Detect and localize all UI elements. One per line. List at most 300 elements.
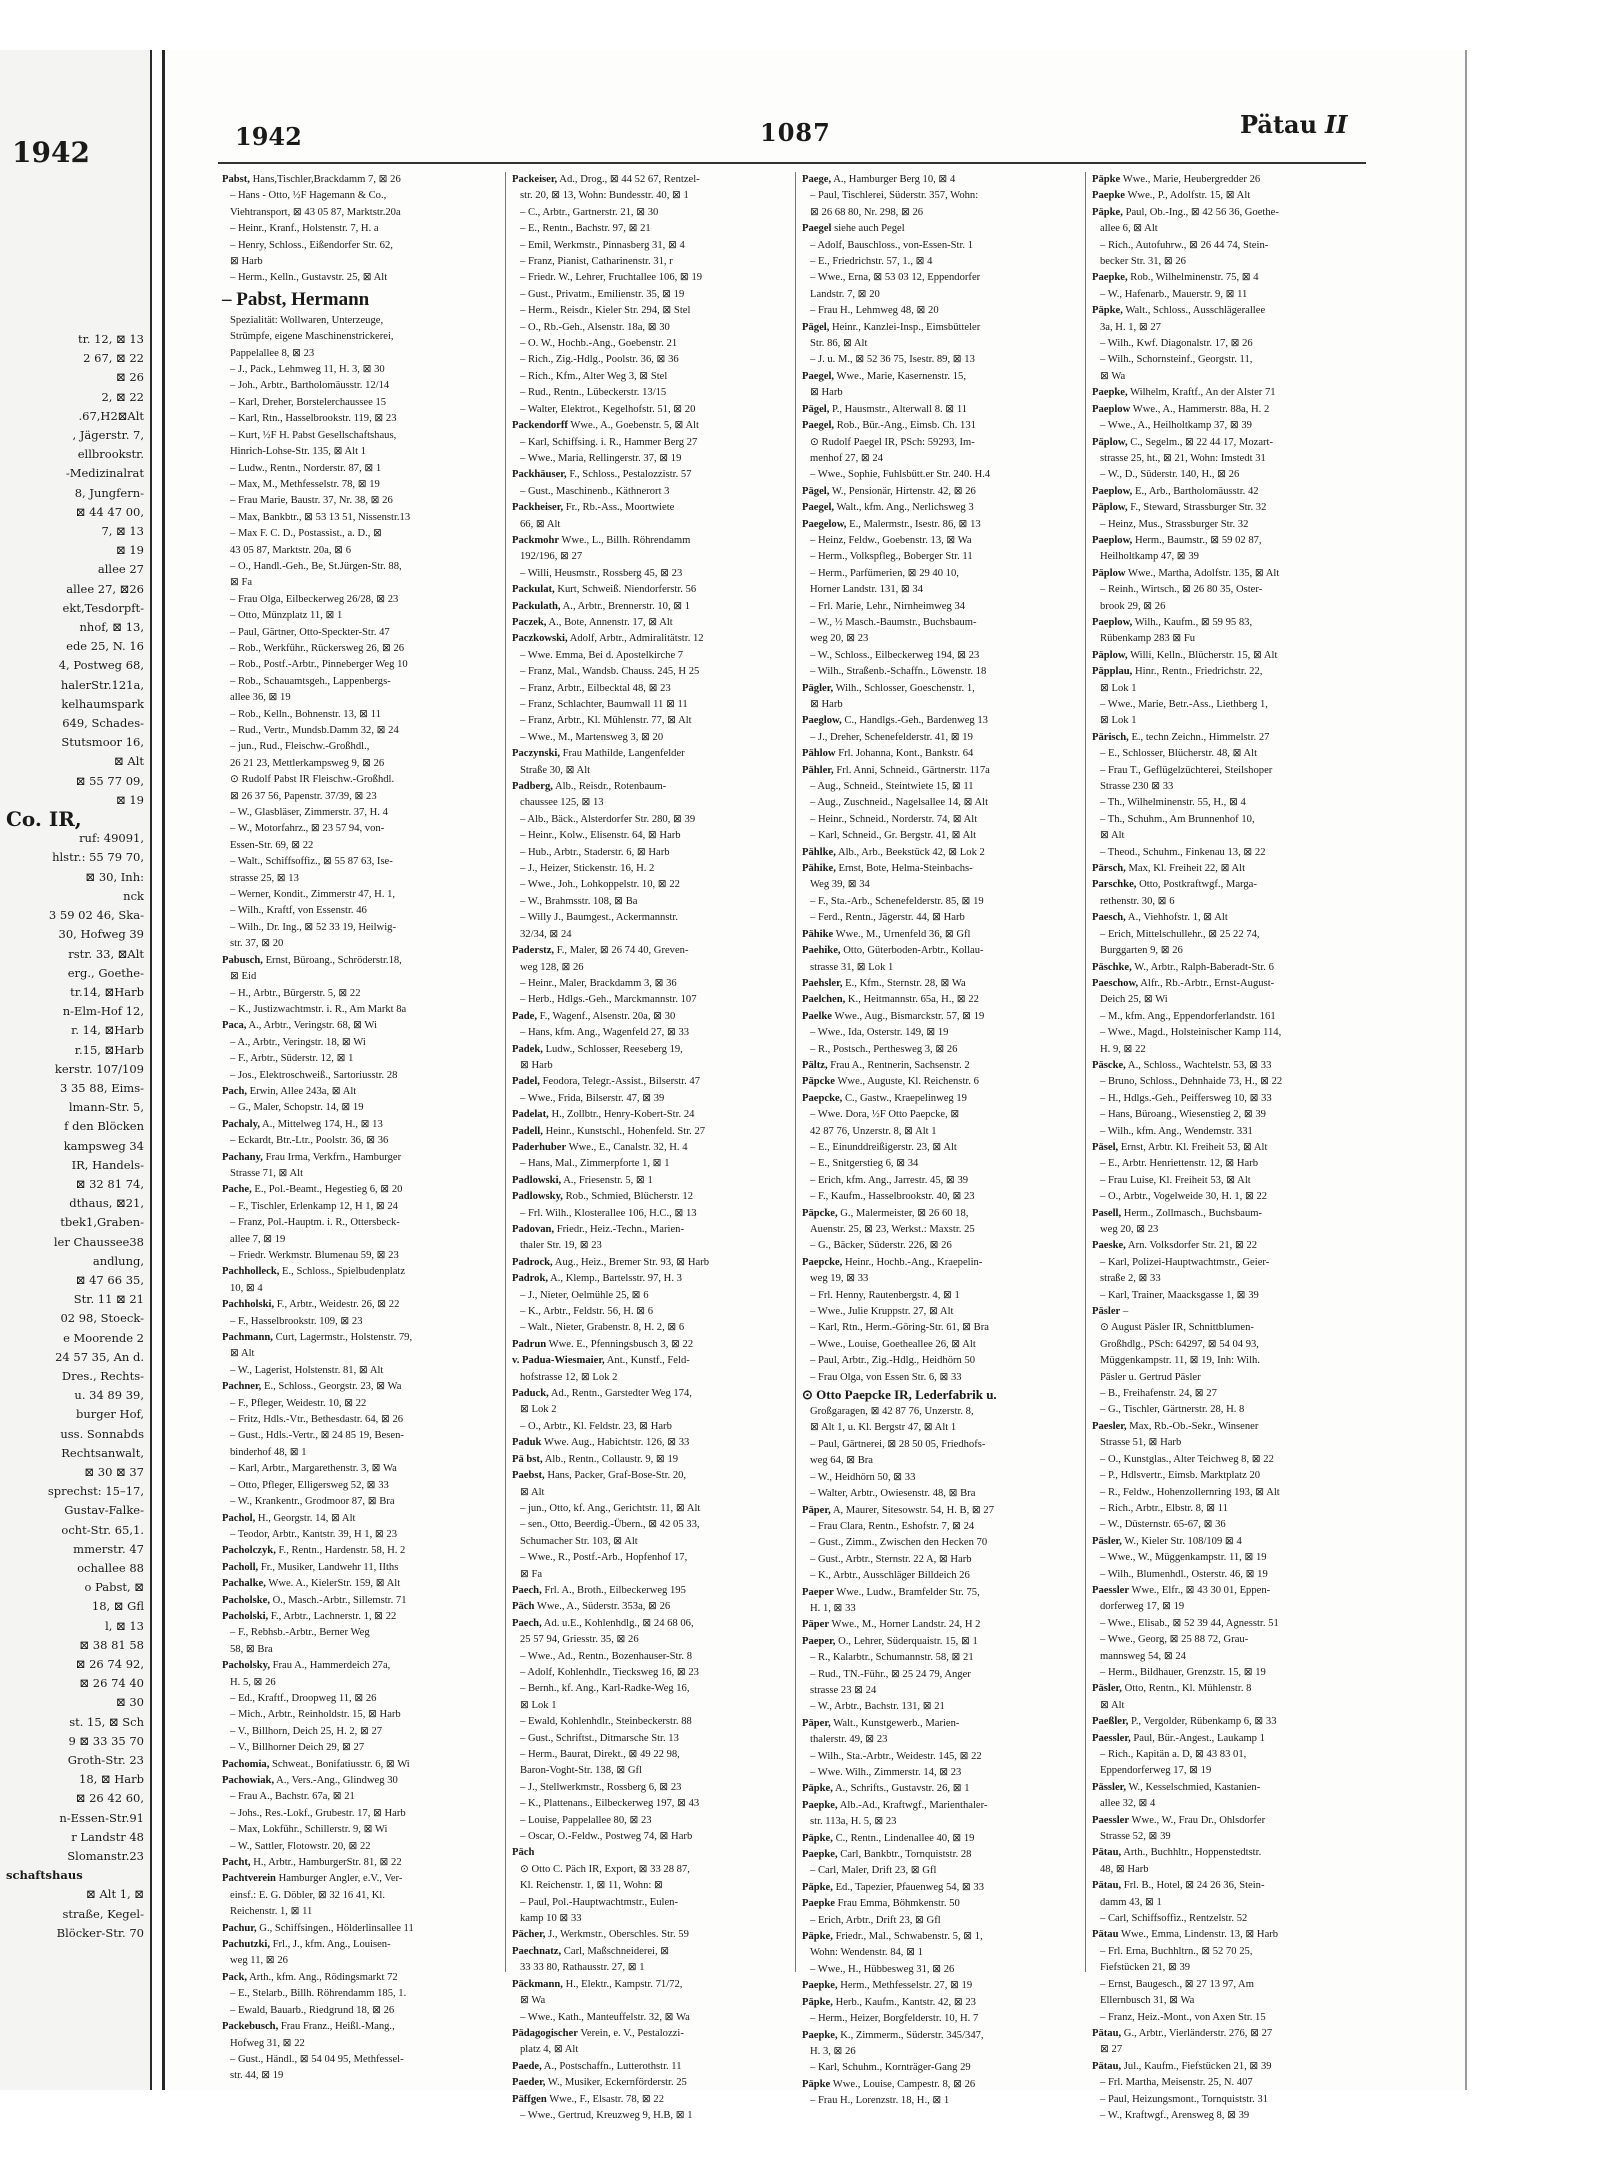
entry-text: Herb., Kaufm., Kantstr. 42, ⊠ 23 [835, 1996, 976, 2008]
entry-text: Walt., Schloss., Ausschlägerallee [1125, 305, 1266, 317]
entry-surname: Pägler, [802, 682, 834, 694]
directory-entry [222, 1691, 484, 1707]
entry-surname: Päsler, [1092, 1535, 1122, 1547]
entry-surname: Päckmann, [512, 1978, 563, 1990]
previous-page-line: 3 35 88, Eims- [60, 1080, 144, 1095]
entry-text: Wwe., Ludw., Bramfelder Str. 75, [836, 1586, 980, 1598]
entry-surname: Pärsch, [1092, 863, 1126, 875]
entry-surname: Pächer, [512, 1929, 546, 1941]
directory-entry [222, 1855, 484, 1871]
entry-text: – H., Hdlgs.-Geh., Peiffersweg 10, ⊠ 33 [1100, 1092, 1272, 1104]
entry-surname: Padovan, [512, 1224, 555, 1235]
entry-surname: Pacholl, [222, 1561, 259, 1573]
entry-text: – Franz, Heiz.-Mont., von Axen Str. 15 [1100, 2011, 1266, 2023]
directory-entry [1092, 648, 1354, 664]
directory-entry [1092, 1599, 1354, 1615]
directory-entry [1092, 1927, 1354, 1943]
entry-text: J., Werkmstr., Oberschles. Str. 59 [548, 1929, 689, 1941]
directory-entry [802, 352, 1064, 368]
entry-text: Feodora, Telegr.-Assist., Bilserstr. 47 [542, 1076, 700, 1088]
entry-text: – Wwe., Georg, ⊠ 25 88 72, Grau- [1100, 1634, 1249, 1646]
entry-text: A., Arbtr., Brennerstr. 10, ⊠ 1 [562, 600, 691, 612]
entry-surname: Pägel, [802, 403, 830, 415]
entry-surname: Pacholske, [222, 1594, 270, 1606]
entry-text: Carl, Maßschneiderei, ⊠ [563, 1945, 670, 1957]
directory-entry [1092, 517, 1354, 533]
directory-entry [222, 1806, 484, 1822]
directory-entry [802, 1781, 1064, 1797]
directory-entry [512, 1977, 774, 1993]
entry-text: – Frl. Martha, Meisenstr. 25, N. 407 [1100, 2077, 1253, 2089]
previous-page-line: kerstr. 107/109 [54, 1061, 144, 1076]
directory-entry [1092, 1009, 1354, 1025]
entry-text: – Paul, Tischlerei, Süderstr. 357, Wohn: [810, 190, 979, 202]
entry-surname: – Pabst, Hermann [222, 288, 370, 310]
entry-text: Wwe., W., Frau Dr., Ohlsdorfer [1131, 1814, 1266, 1826]
page-year: 1942 [235, 122, 302, 151]
directory-entry [512, 1206, 774, 1222]
previous-page-line: 8, Jungfern- [74, 485, 144, 500]
directory-entry [802, 1814, 1064, 1830]
directory-entry [1092, 1862, 1354, 1878]
directory-entry [1092, 697, 1354, 713]
directory-entry [222, 592, 484, 608]
entry-text: 58, ⊠ Bra [230, 1643, 273, 1655]
directory-entry [222, 1445, 484, 1461]
entry-text: – jun., Rud., Fleischw.-Großhdl., [230, 741, 370, 753]
entry-text: G., Malermeister, ⊠ 26 60 18, [840, 1207, 969, 1219]
entry-surname: Pä bst, [512, 1453, 543, 1465]
entry-text: – Paul, Heizungsmont., Tornquiststr. 31 [1100, 2093, 1268, 2105]
entry-text: – O., Kunstglas., Alter Teichweg 8, ⊠ 22 [1100, 1453, 1274, 1465]
entry-surname: Paepke [802, 1898, 835, 1910]
entry-text: A., Hamburger Berg 10, ⊠ 4 [833, 174, 956, 185]
directory-entry [802, 1503, 1064, 1519]
entry-surname: Paegel [802, 223, 832, 235]
entry-text: – Frl. Erna, Buchhltrn., ⊠ 52 70 25, [1100, 1945, 1253, 1957]
directory-entry [802, 1353, 1064, 1369]
entry-text: F., Maler, ⊠ 26 74 40, Greven- [556, 945, 689, 957]
directory-entry [802, 336, 1064, 352]
entry-text: – E., Einunddreißigerstr. 23, ⊠ Alt [810, 1141, 957, 1153]
entry-text: – G., Tischler, Gärtnerstr. 28, H. 8 [1100, 1404, 1245, 1416]
entry-text: A., Postschaffn., Lutterothstr. 11 [543, 2060, 682, 2072]
previous-page-line: n-Elm-Hof 12, [62, 1004, 144, 1019]
directory-entry [802, 1386, 1064, 1404]
entry-text: thaler Str. 19, ⊠ 23 [520, 1240, 602, 1252]
previous-page-line: 4, Postweg 68, [58, 658, 144, 673]
entry-text: F., Arbtr., Weidestr. 26, ⊠ 22 [276, 1299, 400, 1311]
entry-text: G., Schiffsingen., Hölderlinsallee 11 [259, 1922, 414, 1934]
directory-entry [222, 1576, 484, 1592]
directory-entry [802, 402, 1064, 418]
entry-surname: Päsel, [1092, 1141, 1119, 1153]
directory-entry [802, 1732, 1064, 1748]
directory-entry [1092, 1714, 1354, 1730]
entry-text: Heinr., Kunstschl., Hohenfeld. Str. 27 [545, 1125, 706, 1137]
entry-text: ⊠ Alt [520, 1486, 545, 1498]
entry-surname: Paduck, [512, 1388, 549, 1400]
directory-entry [802, 369, 1064, 385]
running-head-name: Pätau [1240, 110, 1318, 139]
entry-text: – [1122, 1306, 1129, 1318]
entry-surname: Packulath, [512, 600, 561, 612]
entry-text: Essen-Str. 69, ⊠ 22 [230, 839, 314, 851]
entry-text: – W., Glasbläser, Zimmerstr. 37, H. 4 [230, 807, 388, 819]
directory-entry [802, 927, 1064, 943]
entry-text: ⊠ Wa [520, 1995, 546, 2007]
entry-surname: Pätau, [1092, 1847, 1122, 1859]
entry-text: Wwe., F., Elsastr. 78, ⊠ 22 [549, 2093, 665, 2105]
entry-surname: Paelke [802, 1010, 833, 1022]
entry-surname: Päplow [1092, 567, 1126, 579]
entry-text: 32/34, ⊠ 24 [520, 928, 572, 940]
entry-text: binderhof 48, ⊠ 1 [230, 1446, 307, 1458]
entry-text: – Walter, Elektrot., Kegelhofstr. 51, ⊠ 20 [520, 403, 696, 415]
column-2 [512, 172, 774, 2121]
entry-text: Frl. Anni, Schneid., Gärtnerstr. 117a [836, 764, 990, 776]
entry-text: – Rich., Kfm., Alter Weg 3, ⊠ Stel [520, 370, 668, 382]
entry-surname: Pägel, [802, 321, 830, 333]
directory-entry [1092, 320, 1354, 336]
entry-surname: Padek, [512, 1043, 543, 1055]
directory-entry [512, 1042, 774, 1058]
entry-text: Wwe., Louise, Campestr. 8, ⊠ 26 [832, 2078, 976, 2090]
directory-entry [222, 1379, 484, 1395]
directory-entry [1092, 1288, 1354, 1304]
directory-entry [222, 953, 484, 969]
entry-text: – Max, Lokführ., Schillerstr. 9, ⊠ Wi [230, 1824, 388, 1836]
entry-text: A., Klemp., Bartelsstr. 97, H. 3 [550, 1273, 682, 1285]
entry-surname: Pachowiak, [222, 1775, 275, 1786]
directory-entry [512, 1238, 774, 1254]
previous-page-line: kampsweg 34 [63, 1138, 144, 1153]
directory-entry [802, 1271, 1064, 1287]
entry-text: C., Gastw., Kraepelinweg 19 [844, 1092, 967, 1104]
directory-entry [802, 1107, 1064, 1123]
directory-entry [802, 1847, 1064, 1863]
entry-text: – Wwe., A., Heilholtkamp 37, ⊠ 39 [1100, 420, 1252, 432]
directory-entry [222, 221, 484, 237]
directory-entry [1092, 467, 1354, 483]
entry-surname: Pähike, [802, 863, 836, 875]
previous-page-line: Blöcker-Str. 70 [56, 1925, 144, 1940]
entry-text: – Wwe., Magd., Holsteinischer Kamp 114, [1100, 1027, 1282, 1039]
entry-surname: Pack, [222, 1971, 248, 1983]
directory-entry [802, 1749, 1064, 1765]
entry-text: – Wilh., Dr. Ing., ⊠ 52 33 19, Heilwig- [230, 921, 396, 933]
directory-entry [802, 1420, 1064, 1436]
entry-text: ⊠ Eid [230, 971, 257, 983]
entry-text: – Max, Bankbtr., ⊠ 53 13 51, Nissenstr.13 [230, 511, 411, 523]
entry-text: Fr., Musiker, Landwehr 11, IIths [260, 1561, 399, 1573]
directory-entry [512, 1616, 774, 1632]
entry-text: Otto, Rentn., Kl. Mühlenstr. 8 [1124, 1683, 1252, 1695]
directory-entry [802, 894, 1064, 910]
directory-entry [222, 238, 484, 254]
previous-page-line: dthaus, ⊠21, [69, 1196, 144, 1211]
entry-text: Jul., Kaufm., Fiefstücken 21, ⊠ 39 [1123, 2060, 1272, 2072]
entry-text: Herm., Methfesselstr. 27, ⊠ 19 [840, 1980, 973, 1992]
directory-entry [222, 641, 484, 657]
entry-surname: Pacholsky, [222, 1660, 270, 1672]
entry-text: – F., Rebhsb.-Arbtr., Berner Weg [230, 1627, 370, 1639]
directory-entry [512, 2075, 774, 2091]
entry-surname: Paegel, [802, 502, 835, 514]
directory-entry [512, 1222, 774, 1238]
directory-entry [222, 477, 484, 493]
directory-entry [512, 746, 774, 762]
directory-entry [1092, 1649, 1354, 1665]
previous-page-line: erg., Goethe- [67, 965, 144, 980]
entry-text: 33 33 80, Rathausstr. 27, ⊠ 1 [520, 1962, 645, 1974]
directory-entry [512, 385, 774, 401]
directory-entry [222, 1839, 484, 1855]
previous-page-line: 3 59 02 46, Ska- [48, 908, 144, 923]
entry-text: Kl. Reichenstr. 1, ⊠ 11, Wohn: ⊠ [520, 1880, 663, 1892]
previous-page-line: l, ⊠ 13 [105, 1618, 144, 1633]
directory-entry [512, 631, 774, 647]
entry-text: Arn. Volksdorfer Str. 21, ⊠ 22 [1127, 1240, 1258, 1252]
directory-entry [222, 1543, 484, 1559]
previous-page-line: lmann-Str. 5, [68, 1100, 144, 1115]
entry-text: – O., Arbtr., Vogelweide 30, H. 1, ⊠ 22 [1100, 1191, 1268, 1203]
entry-text: C., Segelm., ⊠ 22 44 17, Mozart- [1130, 436, 1274, 448]
directory-entry [512, 1649, 774, 1665]
previous-page-line: ⊠ 38 81 58 [79, 1637, 144, 1652]
previous-page-line: r Landstr 48 [71, 1829, 144, 1844]
directory-entry [802, 238, 1064, 254]
entry-text: – Ludw., Rentn., Norderstr. 87, ⊠ 1 [230, 462, 382, 474]
directory-entry [512, 1485, 774, 1501]
entry-text: – Wilh., Kraftf, von Essenstr. 46 [230, 905, 367, 917]
entry-surname: Paderstz, [512, 945, 555, 957]
entry-surname: Päpcke, [802, 1207, 838, 1219]
entry-surname: Paegel, [802, 370, 835, 382]
entry-text: strasse 23 ⊠ 24 [810, 1684, 877, 1696]
entry-text: – Karl, Rtn., Herm.-Göring-Str. 61, ⊠ Bra [810, 1322, 989, 1334]
directory-entry [802, 1238, 1064, 1254]
entry-text: Rob., Bür.-Ang., Eimsb. Ch. 131 [836, 420, 976, 432]
running-head [1240, 110, 1348, 139]
directory-entry [512, 1681, 774, 1697]
directory-entry [222, 526, 484, 542]
entry-text: Päsler u. Gertrud Päsler [1100, 1371, 1201, 1383]
directory-entry [222, 789, 484, 805]
entry-surname: Padberg, [512, 781, 553, 793]
entry-text: – Wwe., Maria, Rellingerstr. 37, ⊠ 19 [520, 452, 682, 464]
entry-text: – Johs., Res.-Lokf., Grubestr. 17, ⊠ Harb [230, 1807, 406, 1819]
entry-text: Straße 30, ⊠ Alt [520, 764, 591, 776]
directory-entry [802, 1699, 1064, 1715]
directory-entry [1092, 1140, 1354, 1156]
directory-entry [222, 723, 484, 739]
entry-text: 48, ⊠ Harb [1100, 1863, 1149, 1875]
entry-text: – V., Billhorn, Deich 25, H. 2, ⊠ 27 [230, 1725, 383, 1737]
entry-text: Frau Franz., Heißl.-Mang., [280, 2021, 395, 2033]
previous-page-line: 7, ⊠ 13 [101, 524, 144, 539]
directory-entry [1092, 910, 1354, 926]
previous-page-line: -Medizinalrat [65, 466, 144, 481]
entry-surname: Päplow, [1092, 502, 1128, 514]
directory-entry [222, 1970, 484, 1986]
entry-text: – Alb., Bäck., Alsterdorfer Str. 280, ⊠ 39 [520, 813, 696, 825]
entry-surname: Päper, [802, 1504, 831, 1516]
entry-text: Ant., Kunstf., Feld- [606, 1355, 690, 1367]
directory-entry [1092, 1173, 1354, 1189]
entry-text: – K., Justizwachtmstr. i. R., Am Markt 8a [230, 1003, 407, 1015]
entry-surname: Pätau, [1092, 2027, 1122, 2039]
directory-entry [1092, 352, 1354, 368]
entry-text: – Henry, Schloss., Eißendorfer Str. 62, [230, 239, 393, 251]
directory-entry [1092, 615, 1354, 631]
entry-text: – sen., Otto, Beerdig.-Übern., ⊠ 42 05 33, [520, 1519, 700, 1531]
entry-text: – Wwe., R., Postf.-Arb., Hopfenhof 17, [520, 1552, 688, 1564]
directory-entry [222, 172, 484, 188]
directory-entry [512, 1862, 774, 1878]
entry-text: ⊠ 27 [1100, 2044, 1123, 2056]
directory-entry [222, 1330, 484, 1346]
entry-text: allee 6, ⊠ Alt [1100, 223, 1158, 235]
directory-entry [512, 1632, 774, 1648]
entry-text: H., Zollbtr., Henry-Kobert-Str. 24 [551, 1109, 695, 1121]
entry-text: Rübenkamp 283 ⊠ Fu [1100, 633, 1196, 645]
directory-entry [1092, 2092, 1354, 2108]
entry-text: – jun., Otto, kf. Ang., Gerichtstr. 11, ⊠ Alt [520, 1502, 701, 1514]
entry-surname: Päper, [802, 1717, 831, 1729]
entry-text: – J., Heizer, Stickenstr. 16, H. 2 [520, 863, 655, 875]
directory-entry [222, 411, 484, 427]
previous-page-line: Stutsmoor 16, [61, 735, 144, 750]
entry-text: Frl. A., Broth., Eilbeckerweg 195 [544, 1584, 686, 1596]
entry-text: ⊙ Otto C. Päch IR, Export, ⊠ 33 28 87, [520, 1863, 690, 1875]
previous-page-line: 18, ⊠ Gfl [91, 1599, 144, 1614]
directory-entry [802, 1552, 1064, 1568]
previous-page-line: nhof, ⊠ 13, [79, 620, 144, 635]
directory-entry [802, 1486, 1064, 1502]
entry-text: E., Schloss., Georgstr. 23, ⊠ Wa [264, 1381, 402, 1393]
directory-entry [802, 385, 1064, 401]
entry-surname: Päpke, [802, 1832, 833, 1844]
entry-surname: Packebusch, [222, 2021, 279, 2033]
directory-entry [222, 444, 484, 460]
entry-text: Frau Emma, Böhmkenstr. 50 [837, 1898, 960, 1910]
directory-entry [1092, 681, 1354, 697]
entry-text: Alb., Rentn., Collaustr. 9, ⊠ 19 [544, 1453, 679, 1465]
directory-entry [512, 1960, 774, 1976]
entry-text: – E., Arbtr. Henriettenstr. 12, ⊠ Harb [1100, 1158, 1259, 1170]
entry-text: – Rob., Postf.-Arbtr., Pinneberger Weg 10 [230, 659, 408, 671]
entry-text: ⊠ 26 37 56, Papenstr. 37/39, ⊠ 23 [230, 790, 377, 802]
entry-surname: Paepke, [1092, 272, 1128, 284]
directory-entry [802, 418, 1064, 434]
directory-entry [802, 976, 1064, 992]
entry-text: ⊠ Alt 1, u. Kl. Bergstr 47, ⊠ Alt 1 [810, 1422, 957, 1434]
entry-text: – Rud., TN.-Führ., ⊠ 25 24 79, Anger [810, 1668, 971, 1680]
directory-entry [1092, 582, 1354, 598]
directory-entry [222, 205, 484, 221]
previous-page-line: halerStr.121a, [60, 677, 144, 692]
directory-entry [222, 1100, 484, 1116]
entry-text: Wwe. E., Pfenningsbusch 3, ⊠ 22 [548, 1338, 694, 1350]
entry-text: – Frl. Henny, Rautenbergstr. 4, ⊠ 1 [810, 1289, 960, 1301]
entry-text: Frl. Johanna, Kont., Bankstr. 64 [838, 748, 974, 760]
directory-entry [1092, 303, 1354, 319]
entry-text: O., Lehrer, Süderquaistr. 15, ⊠ 1 [838, 1635, 978, 1647]
entry-surname: Paeplow, [1092, 616, 1133, 628]
entry-text: Wilhelm, Kraftf., An der Alster 71 [1130, 387, 1276, 399]
entry-surname: Pache, [222, 1184, 252, 1196]
entry-surname: Pacholczyk, [222, 1545, 276, 1557]
entry-text: Hinr., Rentn., Friedrichstr. 22, [1135, 666, 1263, 678]
entry-text: dorferweg 17, ⊠ 19 [1100, 1601, 1185, 1613]
directory-entry [222, 2003, 484, 2019]
entry-text: E., Kfm., Sternstr. 28, ⊠ Wa [845, 977, 966, 989]
directory-entry [512, 763, 774, 779]
entry-surname: Pachholski, [222, 1299, 275, 1311]
entry-text: – Gust., Privatm., Emilienstr. 35, ⊠ 19 [520, 288, 685, 300]
column-1 [222, 172, 484, 2082]
entry-text: – Wwe., Elisab., ⊠ 52 39 44, Agnesstr. 51 [1100, 1617, 1279, 1629]
entry-text: Alfr., Rb.-Arbtr., Ernst-August- [1140, 977, 1275, 989]
entry-text: – Gust., Händl., ⊠ 54 04 95, Methfessel- [230, 2053, 404, 2065]
entry-text: Wwe., L., Billh. Röhrendamm [561, 534, 691, 546]
directory-entry [512, 1107, 774, 1123]
directory-entry [1092, 238, 1354, 254]
entry-text: – Wilh., Schornsteinf., Georgstr. 11, [1100, 354, 1253, 366]
entry-text: ⊠ Lok 2 [520, 1404, 557, 1416]
directory-entry [512, 1665, 774, 1681]
entry-surname: Päschke, [1092, 961, 1132, 973]
previous-page-line: ede 25, N. 16 [66, 639, 144, 654]
entry-text: – Rud., Rentn., Lübeckerstr. 13/15 [520, 387, 667, 399]
entry-text: Max, Kl. Freiheit 22, ⊠ Alt [1128, 863, 1246, 875]
entry-text: – W., Krankentr., Grodmoor 87, ⊠ Bra [230, 1496, 395, 1508]
directory-entry [802, 1058, 1064, 1074]
directory-entry [512, 2059, 774, 2075]
entry-text: Arth., kfm. Ang., Rödingsmarkt 72 [249, 1971, 398, 1983]
entry-text: – J., Dreher, Schenefelderstr. 41, ⊠ 19 [810, 731, 973, 743]
entry-surname: Packheiser, [512, 502, 564, 514]
directory-entry [1092, 1042, 1354, 1058]
directory-entry [802, 1617, 1064, 1633]
directory-entry [802, 1222, 1064, 1238]
directory-entry [222, 854, 484, 870]
previous-page-line: schaftshaus [6, 1868, 83, 1883]
entry-text: – P., Hdlsvertr., Eimsb. Marktplatz 20 [1100, 1470, 1261, 1482]
directory-entry [222, 1412, 484, 1428]
entry-text: Wilh., Schlosser, Goeschenstr. 1, [835, 682, 975, 694]
directory-entry [512, 1419, 774, 1435]
directory-entry [1092, 1238, 1354, 1254]
entry-surname: Päpke, [802, 1931, 833, 1943]
directory-entry [512, 2108, 774, 2124]
entry-surname: Paepke, [802, 1849, 838, 1861]
entry-text: – Franz, Mal., Wandsb. Chauss. 245, H 25 [520, 666, 700, 678]
directory-entry [512, 1271, 774, 1287]
entry-text: – Gust., Schriftst., Ditmarsche Str. 13 [520, 1732, 679, 1744]
entry-text: Wwe., M., Urnenfeld 36, ⊠ Gfl [835, 928, 971, 940]
directory-entry [1092, 1468, 1354, 1484]
directory-entry [802, 1896, 1064, 1912]
directory-entry [802, 1453, 1064, 1469]
entry-text: Fr., Rb.-Ass., Moortwiete [565, 502, 675, 514]
entry-surname: Padrock, [512, 1256, 553, 1268]
entry-text: – Rich., Kapitän a. D, ⊠ 43 83 01, [1100, 1749, 1247, 1760]
entry-text: – Wwe., W., Müggenkampstr. 11, ⊠ 19 [1100, 1552, 1267, 1564]
previous-page-line: mmerstr. 47 [73, 1541, 144, 1556]
directory-entry [802, 1288, 1064, 1304]
